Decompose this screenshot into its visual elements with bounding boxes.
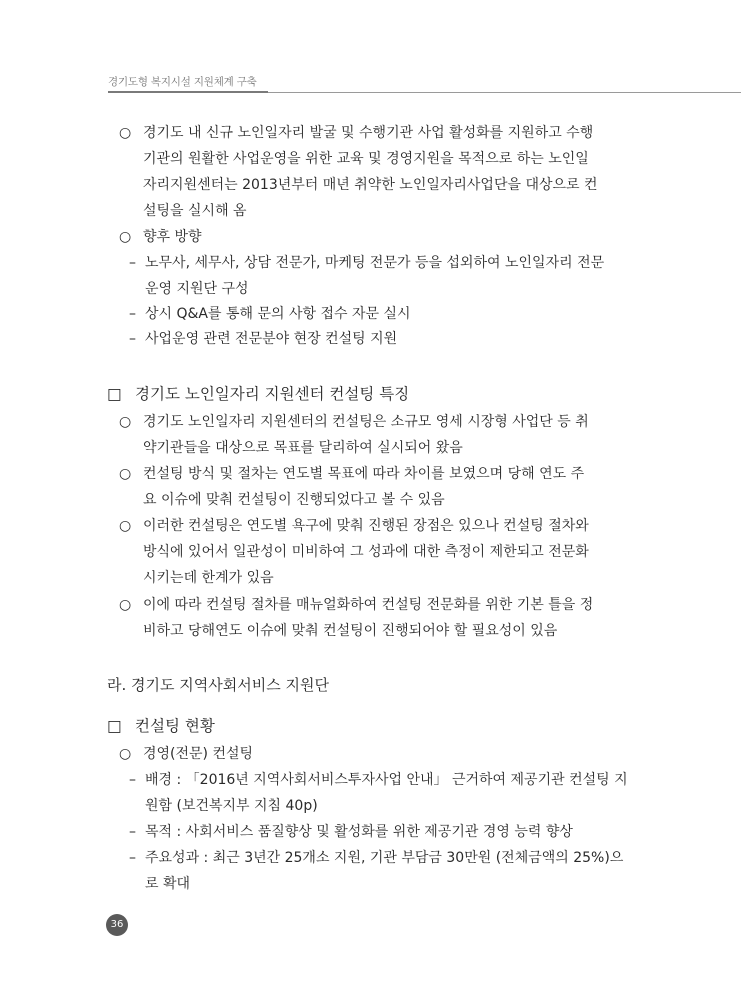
text-line: 이에 따라 컨설팅 절차를 매뉴얼화하여 컨설팅 전문화를 위한 기본 틀을 정 [143,597,594,613]
dash-item [129,305,411,323]
circle-bullet-icon: ○ [119,125,132,141]
text-line: 컨설팅 방식 및 절차는 연도별 목표에 따라 차이를 보였으며 당해 연도 주 [143,466,585,482]
circle-bullet-icon: ○ [119,518,132,534]
subsection-heading: 라. 경기도 지역사회서비스 지원단 [107,676,329,694]
dash-item [129,330,397,348]
text-line: 약기관들을 대상으로 목표를 달리하여 실시되어 왔음 [143,440,463,456]
dash-item [129,849,623,867]
text-line: 주요성과 : 최근 3년간 25개소 지원, 기관 부담금 30만원 (전체금액의 25%)으 [145,850,624,866]
section-heading [107,717,215,735]
bullet-item [119,413,589,431]
bullet-item [119,745,253,763]
dash-bullet-icon: – [129,331,136,347]
dash-item [129,823,573,841]
square-bullet-icon: □ [107,717,122,735]
bullet-item [119,465,584,483]
text-line: 향후 방향 [143,229,202,245]
text-line: 경영(전문) 컨설팅 [143,746,254,762]
text-line: 자리지원센터는 2013년부터 매년 취약한 노인일자리사업단을 대상으로 컨 [143,177,598,193]
dash-bullet-icon: – [129,824,136,840]
circle-bullet-icon: ○ [119,466,132,482]
running-head: 경기도형 복지시설 지원체계 구축 [108,76,257,88]
text-line: 기관의 원활한 사업운영을 위한 교육 및 경영지원을 목적으로 하는 노인일 [143,151,589,167]
bullet-item [119,228,202,246]
circle-bullet-icon: ○ [119,746,132,762]
text-line: 배경 : 「2016년 지역사회서비스투자사업 안내」 근거하여 제공기관 컨설팅 지 [145,772,628,788]
bullet-item [119,517,589,535]
circle-bullet-icon: ○ [119,229,132,245]
heading-text: 경기도 노인일자리 지원센터 컨설팅 특징 [135,385,410,403]
text-line: 요 이슈에 맞춰 컨설팅이 진행되었다고 볼 수 있음 [143,492,445,508]
circle-bullet-icon: ○ [119,597,132,613]
dash-bullet-icon: – [129,850,136,866]
bullet-item [119,124,593,142]
square-bullet-icon: □ [107,385,122,403]
text-line: 사업운영 관련 전문분야 현장 컨설팅 지원 [145,331,398,347]
header-rule-accent [108,91,268,93]
text-line: 비하고 당해연도 이슈에 맞춰 컨설팅이 진행되어야 할 필요성이 있음 [143,623,558,639]
circle-bullet-icon: ○ [119,414,132,430]
dash-item [129,254,604,272]
text-line: 시키는데 한계가 있음 [143,570,274,586]
text-line: 상시 Q&A를 통해 문의 사항 접수 자문 실시 [145,306,411,322]
text-line: 방식에 있어서 일관성이 미비하여 그 성과에 대한 측정이 제한되고 전문화 [143,544,589,560]
page-number-badge: 36 [106,914,128,936]
text-line: 설팅을 실시해 옴 [143,203,247,219]
bullet-item [119,596,593,614]
text-line: 경기도 노인일자리 지원센터의 컨설팅은 소규모 영세 시장형 사업단 등 취 [143,414,589,430]
dash-bullet-icon: – [129,255,136,271]
text-line: 이러한 컨설팅은 연도별 욕구에 맞춰 진행된 장점은 있으나 컨설팅 절차와 [143,518,589,534]
text-line: 경기도 내 신규 노인일자리 발굴 및 수행기관 사업 활성화를 지원하고 수행 [143,125,594,141]
dash-bullet-icon: – [129,306,136,322]
heading-text: 컨설팅 현황 [135,717,215,735]
text-line: 운영 지원단 구성 [145,281,249,297]
section-heading [107,385,409,403]
dash-bullet-icon: – [129,772,136,788]
dash-item [129,771,628,789]
text-line: 원함 (보건복지부 지침 40p) [145,798,318,814]
text-line: 목적 : 사회서비스 품질향상 및 활성화를 위한 제공기관 경영 능력 향상 [145,824,573,840]
text-line: 로 확대 [145,876,191,892]
text-line: 노무사, 세무사, 상담 전문가, 마케팅 전문가 등을 섭외하여 노인일자리 전문 [145,255,605,271]
